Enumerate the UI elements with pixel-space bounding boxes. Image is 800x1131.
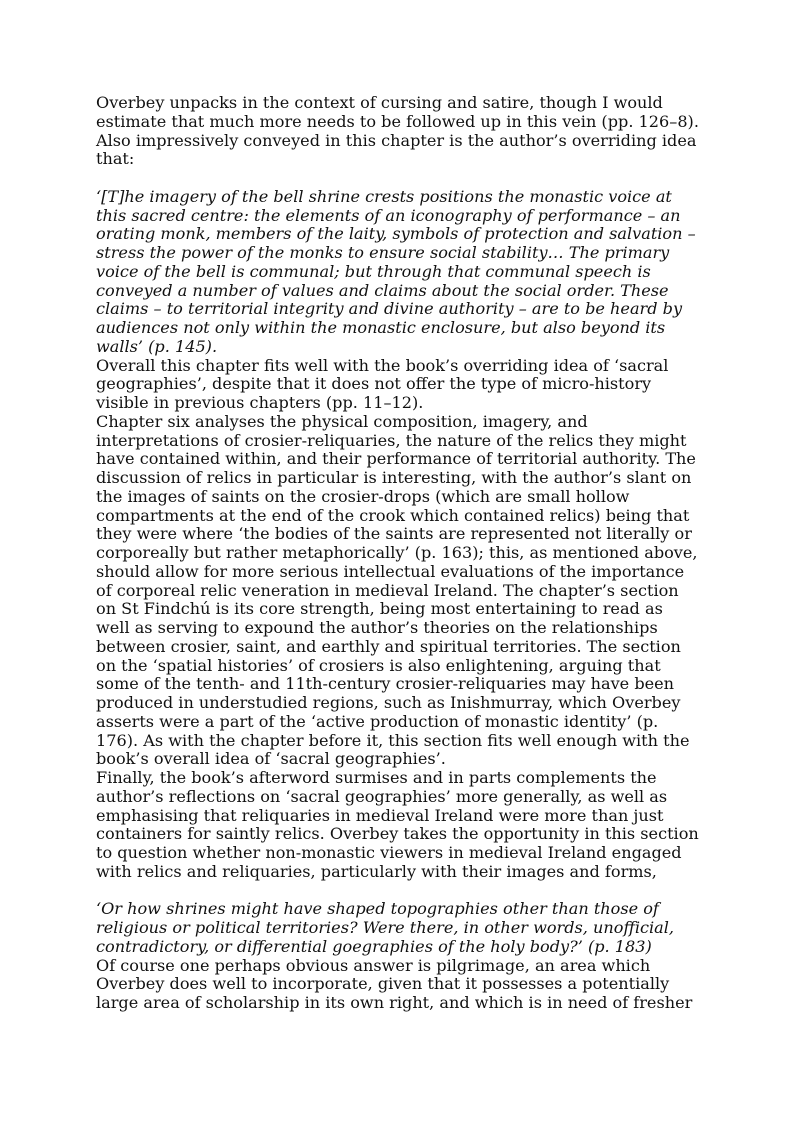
paragraph-chapter-six <box>96 413 708 769</box>
text-line: some of the tenth- and 11th-century crosier-reliquaries may have been <box>96 674 675 694</box>
paragraph-pilgrimage <box>96 957 708 1013</box>
blank-line <box>96 169 708 188</box>
text-line: Also impressively conveyed in this chapter is the author’s overriding idea <box>96 130 697 150</box>
text-line: should allow for more serious intellectual evaluations of the importance <box>96 561 685 581</box>
text-line: containers for saintly relics. Overbey takes the opportunity in this section <box>96 824 699 844</box>
quote-line: ‘Or how shrines might have shaped topographies other than those of <box>96 899 659 919</box>
text-line: to question whether non-monastic viewers in medieval Ireland engaged <box>96 843 682 862</box>
text-line: large area of scholarship in its own right, and which is in need of fresher <box>96 993 693 1012</box>
text-line: the images of saints on the crosier-drops (which are small hollow <box>96 486 630 506</box>
text-line: Finally, the book’s afterword surmises and in parts complements the <box>96 768 657 787</box>
text-line: that: <box>96 149 135 169</box>
paragraph-overall <box>96 357 708 413</box>
document-page <box>96 94 708 1013</box>
paragraph-intro <box>96 94 708 169</box>
text-line: interpretations of crosier-reliquaries, the nature of the relics they might <box>96 430 687 450</box>
quote-line: walls’ (p. 145). <box>96 336 218 356</box>
text-line: 176). As with the chapter before it, this section fits well enough with the <box>96 730 690 750</box>
text-line: asserts were a part of the ‘active production of monastic identity’ (p. <box>96 711 659 731</box>
text-line: corporeally but rather metaphorically’ (p. 163); this, as mentioned above, <box>96 543 698 562</box>
text-line: on the ‘spatial histories’ of crosiers is also enlightening, arguing that <box>96 655 661 675</box>
text-line: Overall this chapter fits well with the book’s overriding idea of ‘sacral <box>96 355 669 375</box>
quote-line: conveyed a number of values and claims about the social order. These <box>96 280 669 300</box>
quote-line: ‘[T]he imagery of the bell shrine crests positions the monastic voice at <box>96 186 672 206</box>
text-line: on St Findchú is its core strength, being most entertaining to read as <box>96 599 663 619</box>
text-line: discussion of relics in particular is interesting, with the author’s slant on <box>96 468 692 487</box>
quote-line: stress the power of the monks to ensure social stability… The primary <box>96 243 670 262</box>
text-line: they were where ‘the bodies of the saints are represented not literally or <box>96 524 692 544</box>
quote-line: claims – to territorial integrity and divine authority – are to be heard by <box>96 299 683 319</box>
text-line: emphasising that reliquaries in medieval Ireland were more than just <box>96 805 664 825</box>
quote-line: orating monk, members of the laity, symbols of protection and salvation – <box>96 224 696 244</box>
quote-line: contradictory, or differential goegraphies of the holy body?’ (p. 183) <box>96 936 652 956</box>
text-line: compartments at the end of the crook which contained relics) being that <box>96 505 690 525</box>
text-line: Overbey unpacks in the context of cursing and satire, though I would <box>96 93 663 112</box>
text-line: Overbey does well to incorporate, given that it possesses a potentially <box>96 974 670 994</box>
text-line: well as serving to expound the author’s theories on the relationships <box>96 618 658 637</box>
text-line: visible in previous chapters (pp. 11–12). <box>96 393 424 412</box>
text-line: author’s reflections on ‘sacral geographies’ more generally, as well as <box>96 786 668 806</box>
block-quote-shrines <box>96 900 708 956</box>
text-line: book’s overall idea of ‘sacral geographies’. <box>96 749 446 769</box>
quote-line: religious or political territories? Were there, in other words, unofficial, <box>96 918 675 937</box>
block-quote-bell-shrine <box>96 188 708 357</box>
text-line: of corporeal relic veneration in medieval Ireland. The chapter’s section <box>96 580 679 600</box>
text-line: Of course one perhaps obvious answer is pilgrimage, an area which <box>96 955 651 975</box>
blank-line <box>96 882 708 901</box>
text-line: Chapter six analyses the physical composition, imagery, and <box>96 411 588 431</box>
text-line: have contained within, and their performance of territorial authority. The <box>96 449 696 469</box>
quote-line: this sacred centre: the elements of an iconography of performance – an <box>96 205 681 225</box>
text-line: geographies’, despite that it does not offer the type of micro-history <box>96 374 652 394</box>
text-line: estimate that much more needs to be followed up in this vein (pp. 126–8). <box>96 111 699 131</box>
quote-line: audiences not only within the monastic enclosure, but also beyond its <box>96 318 666 337</box>
paragraph-afterword <box>96 769 708 882</box>
text-line: between crosier, saint, and earthly and spiritual territories. The section <box>96 636 681 656</box>
quote-line: voice of the bell is communal; but through that communal speech is <box>96 261 651 281</box>
text-line: produced in understudied regions, such as Inishmurray, which Overbey <box>96 693 681 712</box>
text-line: with relics and reliquaries, particularly with their images and forms, <box>96 861 657 881</box>
